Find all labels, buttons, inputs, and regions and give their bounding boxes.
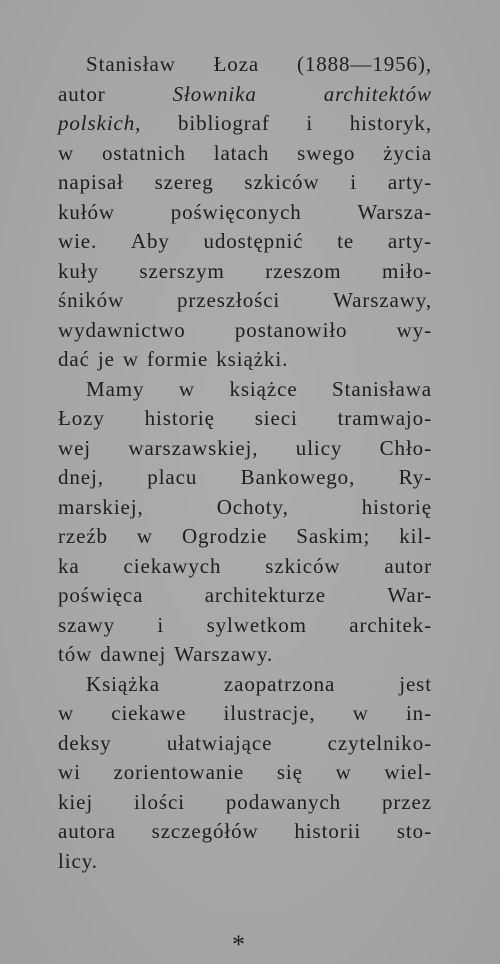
word: szawy [58, 612, 115, 637]
word: wi [58, 760, 81, 784]
text-line [58, 817, 432, 847]
word: Bankowego, [240, 465, 356, 489]
word: poświęca [58, 583, 144, 607]
word: w [122, 347, 139, 371]
word: ulicy [295, 435, 343, 460]
word: licy. [58, 848, 98, 873]
word: deksy [58, 730, 112, 755]
text-line [58, 198, 432, 228]
word: kil- [399, 524, 432, 548]
word: wiel- [384, 760, 432, 784]
word: tramwajo- [337, 406, 432, 430]
word: tów [58, 642, 93, 666]
word: kiej [58, 789, 94, 814]
word: rzeszom [265, 258, 342, 283]
word: życia [383, 140, 432, 165]
word: te [337, 229, 355, 253]
text-line [58, 227, 432, 257]
word: wydawnictwo [58, 317, 186, 342]
word: w [58, 140, 75, 165]
text-line [58, 699, 432, 729]
text-line [58, 139, 432, 169]
word: ka [58, 553, 80, 578]
word: in- [405, 701, 432, 725]
word: War- [387, 583, 432, 607]
word: w [352, 701, 369, 725]
word: czytelniko- [327, 730, 432, 755]
word: warszawskiej, [128, 435, 259, 460]
word: książki. [216, 347, 289, 371]
word: architekturze [204, 583, 326, 607]
word: sieci [254, 406, 298, 430]
word: i [350, 170, 358, 194]
word: Warszawy, [333, 288, 432, 312]
word: arty- [387, 170, 432, 194]
text-line [58, 375, 432, 405]
paragraph [58, 670, 432, 877]
text-line [58, 316, 432, 346]
word: Łozy [58, 406, 105, 430]
word: przeszłości [176, 288, 281, 312]
word: dnej, [58, 465, 104, 489]
word: sylwetkom [206, 612, 307, 637]
word: ułatwiające [166, 730, 273, 755]
word: historii [294, 819, 362, 843]
word: w [335, 760, 352, 784]
text-line [58, 640, 432, 670]
text-line [58, 463, 432, 493]
word: architektów [323, 81, 432, 106]
word: je [97, 347, 115, 371]
word: swego [297, 140, 356, 165]
word: kułów [58, 199, 115, 224]
word: w [136, 524, 153, 548]
word: Chło- [379, 435, 432, 460]
text-line [58, 109, 432, 139]
text-line [58, 758, 432, 788]
word: poświęconych [170, 199, 302, 224]
word: placu [147, 465, 198, 489]
word: podawanych [225, 789, 342, 814]
paragraph [58, 50, 432, 375]
word: dawnej [100, 642, 167, 666]
word: latach [213, 140, 270, 165]
word: autor [384, 553, 432, 578]
text-line [58, 80, 432, 110]
word: przez [382, 789, 432, 814]
word: miło- [382, 258, 432, 283]
word: Ogrodzie [181, 524, 268, 548]
blurb-text [58, 50, 432, 876]
word: autor [58, 81, 106, 106]
word: zorientowanie [113, 760, 245, 784]
text-line [58, 434, 432, 464]
word: Słownika [172, 81, 257, 106]
word: dać [58, 347, 90, 371]
word: historyk, [349, 111, 432, 135]
word: Ochoty, [216, 494, 289, 519]
word: szereg [154, 170, 214, 194]
word: Warsza- [357, 199, 432, 224]
text-line [58, 168, 432, 198]
word: wy- [396, 317, 432, 342]
word: architek- [349, 612, 432, 637]
word: w [58, 701, 75, 725]
word: książce [229, 376, 298, 401]
word: autora [58, 819, 116, 843]
word: marskiej, [58, 494, 144, 519]
word: napisał [58, 170, 124, 194]
text-line [58, 404, 432, 434]
word: polskich, [58, 111, 142, 135]
word: Saskim; [296, 524, 371, 548]
word: postanowiło [234, 317, 348, 342]
word: Łoza [213, 52, 260, 76]
word: ciekawe [111, 701, 187, 725]
word: historię [361, 494, 432, 519]
text-line [58, 493, 432, 523]
word: jest [399, 671, 432, 696]
word: Stanisława [332, 376, 432, 401]
word: Mamy [86, 376, 145, 401]
text-line [58, 286, 432, 316]
word: formie [146, 347, 209, 371]
word: Książka [86, 671, 160, 696]
asterisk-ornament: * [232, 930, 245, 959]
word: (1888—1956), [296, 52, 432, 76]
word: się [276, 760, 303, 784]
text-line [58, 847, 432, 877]
word: historię [144, 406, 215, 430]
word: Ry- [398, 465, 432, 489]
text-line [58, 552, 432, 582]
word: ciekawych [123, 553, 222, 578]
word: Aby [130, 229, 170, 253]
word: sto- [396, 819, 432, 843]
text-line [58, 50, 432, 80]
word: zaopatrzona [223, 671, 336, 696]
text-line [58, 670, 432, 700]
text-line [58, 729, 432, 759]
word: szczegółów [151, 819, 259, 843]
word: szerszym [139, 258, 225, 283]
word: Warszawy. [174, 642, 274, 666]
word: arty- [387, 229, 432, 253]
text-line [58, 522, 432, 552]
word: wie. [58, 229, 98, 253]
text-line [58, 611, 432, 641]
word: udostępnić [203, 229, 304, 253]
word: i [157, 612, 165, 637]
text-line [58, 788, 432, 818]
word: ilustracje, [223, 701, 316, 725]
paragraph [58, 375, 432, 670]
word: Stanisław [86, 52, 176, 76]
word: kuły [58, 258, 99, 283]
text-line [58, 581, 432, 611]
word: wej [58, 435, 92, 460]
word: rzeźb [58, 524, 108, 548]
word: bibliograf [177, 111, 270, 135]
word: śników [58, 288, 125, 312]
word: w [178, 376, 195, 401]
word: ilości [134, 789, 185, 814]
text-line [58, 257, 432, 287]
word: szkiców [244, 170, 320, 194]
word: ostatnich [101, 140, 186, 165]
word: i [306, 111, 314, 135]
text-line [58, 345, 432, 375]
word: szkiców [265, 553, 341, 578]
